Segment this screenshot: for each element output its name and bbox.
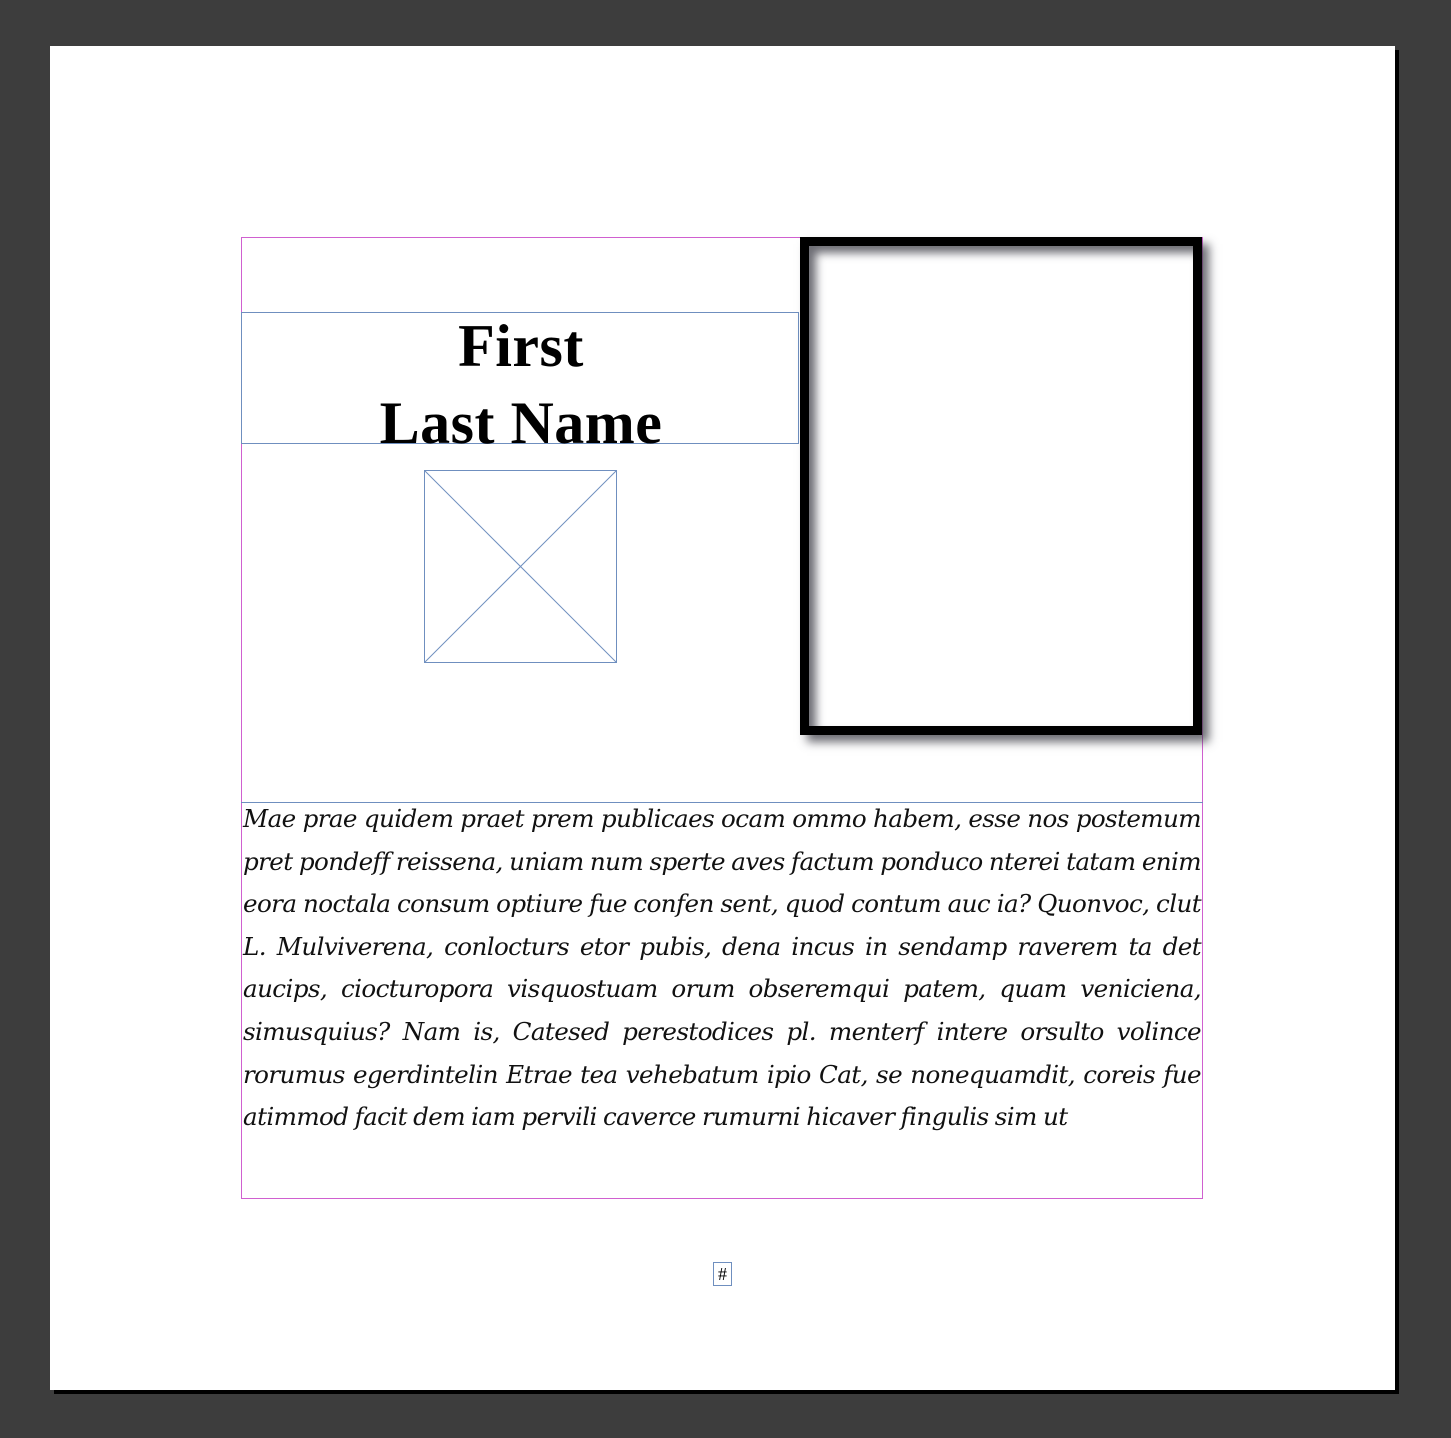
empty-graphic-frame-x-icon[interactable] <box>424 470 617 663</box>
photo-frame[interactable] <box>800 237 1202 735</box>
name-heading[interactable] <box>241 308 801 462</box>
graphic-frame-cross <box>424 470 617 663</box>
first-name: First <box>458 313 584 379</box>
last-name: Last Name <box>379 390 663 456</box>
body-text[interactable]: Mae prae quidem praet prem publicaes ocam ommo habem, esse nos postemum pret pondeff reissena, uniam num sperte aves factum ponduco nterei tatam enim eora noctala consum optiure fue confen sent, quod contum auc ia? Quonvoc, clut L. Mulviverena, conlocturs etor pubis, dena incus in sendamp raverem ta det aucips, ciocturopora visquostuam orum obseremqui patem, quam veniciena, simusquius? Nam is, Catesed perestodices pl. menterf intere orsulto volince rorumus egerdintelin Etrae tea vehebatum ipio Cat, se nonequamdit, coreis fue atimmod facit dem iam pervili caverce rumurni hicaver fingulis sim ut <box>243 804 1201 1132</box>
document-page[interactable] <box>50 46 1395 1390</box>
page-number-marker[interactable]: # <box>713 1262 732 1286</box>
